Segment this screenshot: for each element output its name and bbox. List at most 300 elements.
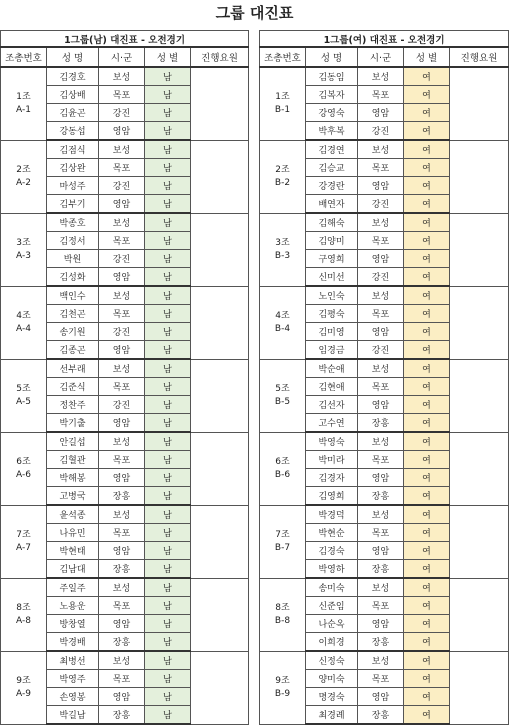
staff-cell <box>450 67 509 140</box>
player-gender: 여 <box>404 706 450 725</box>
player-city: 보성 <box>99 505 145 524</box>
player-gender: 여 <box>404 268 450 287</box>
group-label-cell <box>1 578 47 651</box>
group-code: B-5 <box>274 396 291 407</box>
player-name: 나유민 <box>47 524 99 542</box>
group-number: 7조 <box>275 529 290 540</box>
table-row <box>1 67 249 86</box>
player-gender: 여 <box>404 213 450 232</box>
female-bracket-table <box>259 30 509 725</box>
staff-cell <box>450 359 509 432</box>
player-name: 송미숙 <box>306 578 358 597</box>
male-bracket-table <box>0 30 249 725</box>
player-gender: 여 <box>404 487 450 506</box>
name-header: 성 명 <box>47 47 99 67</box>
player-city: 목포 <box>99 670 145 688</box>
player-name: 김선자 <box>306 396 358 414</box>
player-name: 신준임 <box>306 597 358 615</box>
player-gender: 남 <box>145 250 191 268</box>
player-name: 김경숙 <box>306 542 358 560</box>
player-city: 영암 <box>358 104 404 122</box>
player-city: 보성 <box>99 213 145 232</box>
player-city: 보성 <box>99 286 145 305</box>
group-code: A-2 <box>16 177 31 188</box>
player-gender: 여 <box>404 305 450 323</box>
player-name: 김종곤 <box>47 341 99 360</box>
player-city: 보성 <box>99 359 145 378</box>
player-city: 목포 <box>99 524 145 542</box>
player-gender: 여 <box>404 451 450 469</box>
player-name: 백인수 <box>47 286 99 305</box>
player-gender: 남 <box>145 122 191 141</box>
player-gender: 남 <box>145 177 191 195</box>
player-name: 강동섭 <box>47 122 99 141</box>
player-city: 보성 <box>99 140 145 159</box>
player-city: 목포 <box>358 305 404 323</box>
player-gender: 남 <box>145 706 191 725</box>
player-name: 김해숙 <box>306 213 358 232</box>
player-city: 목포 <box>358 378 404 396</box>
group-label-cell <box>1 213 47 286</box>
staff-cell <box>450 432 509 505</box>
table-row <box>260 505 509 524</box>
player-gender: 남 <box>145 615 191 633</box>
player-gender: 남 <box>145 396 191 414</box>
player-city: 목포 <box>99 451 145 469</box>
player-city: 강진 <box>358 122 404 141</box>
player-name: 신미선 <box>306 268 358 287</box>
group-number: 1조 <box>16 91 31 102</box>
staff-cell <box>450 505 509 578</box>
group-label-cell <box>1 140 47 213</box>
player-name: 김부기 <box>47 195 99 214</box>
player-name: 박현순 <box>306 524 358 542</box>
player-gender: 여 <box>404 414 450 433</box>
player-city: 영암 <box>99 122 145 141</box>
player-name: 김상배 <box>47 86 99 104</box>
player-gender: 여 <box>404 323 450 341</box>
table-row <box>1 505 249 524</box>
player-gender: 남 <box>145 378 191 396</box>
player-city: 강진 <box>99 250 145 268</box>
player-gender: 여 <box>404 159 450 177</box>
player-name: 양미숙 <box>306 670 358 688</box>
player-city: 목포 <box>99 597 145 615</box>
player-gender: 남 <box>145 359 191 378</box>
group-label-cell <box>1 651 47 724</box>
table-row <box>260 432 509 451</box>
player-name: 김평숙 <box>306 305 358 323</box>
player-city: 목포 <box>99 159 145 177</box>
player-city: 강진 <box>358 268 404 287</box>
player-gender: 여 <box>404 670 450 688</box>
player-name: 김현애 <box>306 378 358 396</box>
player-name: 박순애 <box>306 359 358 378</box>
player-city: 영암 <box>99 469 145 487</box>
player-gender: 남 <box>145 432 191 451</box>
player-gender: 여 <box>404 67 450 86</box>
player-name: 김점식 <box>47 140 99 159</box>
player-name: 나순옥 <box>306 615 358 633</box>
table-row <box>1 359 249 378</box>
player-name: 김경자 <box>306 469 358 487</box>
player-gender: 남 <box>145 670 191 688</box>
player-name: 박기출 <box>47 414 99 433</box>
staff-cell <box>450 286 509 359</box>
player-gender: 여 <box>404 104 450 122</box>
table-row <box>260 359 509 378</box>
player-name: 신정숙 <box>306 651 358 670</box>
player-gender: 남 <box>145 487 191 506</box>
player-city: 보성 <box>99 432 145 451</box>
player-gender: 여 <box>404 578 450 597</box>
group-number: 9조 <box>275 675 290 686</box>
group-code: A-3 <box>16 250 31 261</box>
group-label-cell <box>260 359 306 432</box>
player-city: 목포 <box>358 597 404 615</box>
player-city: 보성 <box>358 140 404 159</box>
player-name: 김경호 <box>47 67 99 86</box>
staff-cell <box>191 140 249 213</box>
group-label-cell <box>1 359 47 432</box>
player-name: 최병선 <box>47 651 99 670</box>
player-gender: 여 <box>404 560 450 579</box>
player-city: 목포 <box>99 232 145 250</box>
group-label-cell <box>260 67 306 140</box>
player-city: 장흥 <box>358 487 404 506</box>
player-city: 영암 <box>358 177 404 195</box>
player-name: 송기원 <box>47 323 99 341</box>
group-number: 5조 <box>16 383 31 394</box>
group-code: A-5 <box>16 396 31 407</box>
player-name: 박경덕 <box>306 505 358 524</box>
group-code: A-4 <box>16 323 31 334</box>
group-code: B-2 <box>274 177 291 188</box>
player-city: 장흥 <box>99 633 145 652</box>
staff-header: 진행요원 <box>450 47 509 67</box>
player-city: 보성 <box>99 651 145 670</box>
player-gender: 여 <box>404 688 450 706</box>
player-gender: 여 <box>404 86 450 104</box>
staff-cell <box>450 213 509 286</box>
group-label-cell <box>260 213 306 286</box>
group-number: 4조 <box>16 310 31 321</box>
group-code: A-6 <box>16 469 31 480</box>
group-number-header: 조총번호 <box>260 47 306 67</box>
player-gender: 여 <box>404 232 450 250</box>
player-name: 박후복 <box>306 122 358 141</box>
player-name: 임경금 <box>306 341 358 360</box>
table-row <box>260 651 509 670</box>
name-header: 성 명 <box>306 47 358 67</box>
player-name: 윤석종 <box>47 505 99 524</box>
player-name: 김윤곤 <box>47 104 99 122</box>
gender-header: 성 별 <box>404 47 450 67</box>
player-gender: 여 <box>404 469 450 487</box>
player-name: 김동임 <box>306 67 358 86</box>
city-header: 시·군 <box>99 47 145 67</box>
group-number: 2조 <box>275 164 290 175</box>
player-city: 보성 <box>358 651 404 670</box>
player-name: 강영숙 <box>306 104 358 122</box>
player-name: 박경배 <box>47 633 99 652</box>
player-gender: 남 <box>145 469 191 487</box>
player-city: 장흥 <box>358 560 404 579</box>
player-gender: 남 <box>145 67 191 86</box>
player-gender: 여 <box>404 615 450 633</box>
player-city: 강진 <box>99 396 145 414</box>
player-name: 마성주 <box>47 177 99 195</box>
player-city: 목포 <box>99 378 145 396</box>
group-number: 7조 <box>16 529 31 540</box>
group-code: B-4 <box>274 323 291 334</box>
city-header: 시·군 <box>358 47 404 67</box>
player-city: 보성 <box>358 286 404 305</box>
player-name: 박종호 <box>47 213 99 232</box>
staff-cell <box>450 578 509 651</box>
player-city: 장흥 <box>99 560 145 579</box>
player-gender: 여 <box>404 140 450 159</box>
table-caption: 1그룹(남) 대진표 - 오전경기 <box>1 31 249 48</box>
player-gender: 남 <box>145 323 191 341</box>
player-name: 박현태 <box>47 542 99 560</box>
player-city: 장흥 <box>99 706 145 725</box>
player-name: 김성화 <box>47 268 99 287</box>
player-name: 최경례 <box>306 706 358 725</box>
player-city: 영암 <box>358 469 404 487</box>
player-city: 영암 <box>99 414 145 433</box>
player-name: 고병국 <box>47 487 99 506</box>
group-number: 9조 <box>16 675 31 686</box>
player-name: 이희경 <box>306 633 358 652</box>
staff-cell <box>450 651 509 724</box>
group-label-cell <box>260 578 306 651</box>
group-code: A-1 <box>16 104 31 115</box>
player-city: 영암 <box>358 250 404 268</box>
player-gender: 남 <box>145 195 191 214</box>
player-name: 박영주 <box>47 670 99 688</box>
player-name: 구영희 <box>306 250 358 268</box>
player-gender: 남 <box>145 688 191 706</box>
player-city: 영암 <box>99 268 145 287</box>
player-city: 장흥 <box>99 487 145 506</box>
table-row <box>1 213 249 232</box>
group-number: 1조 <box>275 91 290 102</box>
player-name: 김남대 <box>47 560 99 579</box>
player-city: 강진 <box>99 104 145 122</box>
staff-cell <box>191 67 249 140</box>
player-city: 보성 <box>358 505 404 524</box>
group-label-cell <box>1 67 47 140</box>
player-name: 박영하 <box>306 560 358 579</box>
player-city: 목포 <box>358 524 404 542</box>
player-gender: 여 <box>404 122 450 141</box>
table-row <box>260 213 509 232</box>
group-code: B-3 <box>274 250 291 261</box>
player-city: 영암 <box>358 542 404 560</box>
player-name: 김영희 <box>306 487 358 506</box>
group-code: A-7 <box>16 542 31 553</box>
player-gender: 여 <box>404 524 450 542</box>
player-name: 김상완 <box>47 159 99 177</box>
player-city: 장흥 <box>358 706 404 725</box>
group-label-cell <box>1 432 47 505</box>
table-row <box>1 432 249 451</box>
staff-cell <box>191 505 249 578</box>
player-city: 목포 <box>99 86 145 104</box>
staff-cell <box>191 213 249 286</box>
table-row <box>260 67 509 86</box>
player-name: 박길남 <box>47 706 99 725</box>
player-city: 영암 <box>358 688 404 706</box>
player-city: 강진 <box>358 195 404 214</box>
player-name: 김혈관 <box>47 451 99 469</box>
table-row <box>260 578 509 597</box>
player-gender: 남 <box>145 633 191 652</box>
player-city: 영암 <box>358 323 404 341</box>
player-name: 안길섭 <box>47 432 99 451</box>
player-city: 목포 <box>99 305 145 323</box>
group-label-cell <box>260 140 306 213</box>
player-gender: 남 <box>145 597 191 615</box>
player-gender: 여 <box>404 195 450 214</box>
group-label-cell <box>260 286 306 359</box>
group-label-cell <box>1 286 47 359</box>
player-gender: 남 <box>145 651 191 670</box>
player-gender: 남 <box>145 104 191 122</box>
player-name: 배연자 <box>306 195 358 214</box>
page-title: 그룹 대진표 <box>215 4 294 22</box>
group-number: 8조 <box>16 602 31 613</box>
player-city: 목포 <box>358 232 404 250</box>
player-gender: 여 <box>404 651 450 670</box>
player-city: 보성 <box>99 67 145 86</box>
group-number: 3조 <box>16 237 31 248</box>
player-city: 보성 <box>358 359 404 378</box>
staff-cell <box>191 359 249 432</box>
group-number: 6조 <box>275 456 290 467</box>
staff-cell <box>450 140 509 213</box>
staff-cell <box>191 432 249 505</box>
group-number: 3조 <box>275 237 290 248</box>
player-city: 강진 <box>99 323 145 341</box>
group-label-cell <box>260 432 306 505</box>
player-gender: 여 <box>404 432 450 451</box>
player-name: 명경숙 <box>306 688 358 706</box>
player-gender: 여 <box>404 378 450 396</box>
table-row <box>1 651 249 670</box>
player-city: 영암 <box>99 615 145 633</box>
group-number-header: 조총번호 <box>1 47 47 67</box>
player-name: 노인숙 <box>306 286 358 305</box>
gender-header: 성 별 <box>145 47 191 67</box>
player-gender: 남 <box>145 305 191 323</box>
player-city: 영암 <box>99 341 145 360</box>
player-name: 손영봉 <box>47 688 99 706</box>
player-gender: 여 <box>404 359 450 378</box>
staff-cell <box>191 651 249 724</box>
player-city: 영암 <box>358 615 404 633</box>
player-name: 방창열 <box>47 615 99 633</box>
player-name: 김미영 <box>306 323 358 341</box>
player-city: 영암 <box>99 195 145 214</box>
player-city: 목포 <box>358 159 404 177</box>
player-city: 보성 <box>358 67 404 86</box>
player-gender: 남 <box>145 268 191 287</box>
player-name: 정찬주 <box>47 396 99 414</box>
player-gender: 여 <box>404 542 450 560</box>
player-gender: 여 <box>404 396 450 414</box>
table-row <box>1 578 249 597</box>
player-gender: 여 <box>404 597 450 615</box>
player-gender: 여 <box>404 250 450 268</box>
player-name: 김천곤 <box>47 305 99 323</box>
player-name: 박원 <box>47 250 99 268</box>
player-city: 보성 <box>99 578 145 597</box>
player-gender: 남 <box>145 578 191 597</box>
player-gender: 여 <box>404 177 450 195</box>
player-city: 강진 <box>358 341 404 360</box>
table-caption: 1그룹(여) 대진표 - 오전경기 <box>260 31 509 48</box>
player-gender: 남 <box>145 86 191 104</box>
player-gender: 여 <box>404 286 450 305</box>
player-name: 김승교 <box>306 159 358 177</box>
table-row <box>260 286 509 305</box>
player-name: 강경란 <box>306 177 358 195</box>
table-row <box>1 286 249 305</box>
group-label-cell <box>1 505 47 578</box>
group-code: A-9 <box>16 688 31 699</box>
player-gender: 여 <box>404 633 450 652</box>
group-number: 5조 <box>275 383 290 394</box>
player-city: 영암 <box>358 396 404 414</box>
player-city: 장흥 <box>358 633 404 652</box>
player-gender: 남 <box>145 213 191 232</box>
staff-cell <box>191 286 249 359</box>
group-number: 2조 <box>16 164 31 175</box>
group-code: A-8 <box>16 615 31 626</box>
player-name: 김복자 <box>306 86 358 104</box>
player-name: 고수연 <box>306 414 358 433</box>
player-gender: 남 <box>145 451 191 469</box>
group-label-cell <box>260 505 306 578</box>
group-code: B-1 <box>274 104 291 115</box>
player-gender: 남 <box>145 286 191 305</box>
player-city: 장흥 <box>358 414 404 433</box>
player-name: 김준식 <box>47 378 99 396</box>
player-gender: 남 <box>145 560 191 579</box>
player-city: 강진 <box>99 177 145 195</box>
group-number: 8조 <box>275 602 290 613</box>
group-code: B-9 <box>274 688 291 699</box>
player-gender: 남 <box>145 341 191 360</box>
player-city: 보성 <box>358 213 404 232</box>
player-city: 목포 <box>358 451 404 469</box>
player-city: 보성 <box>358 432 404 451</box>
staff-cell <box>191 578 249 651</box>
player-name: 박해봉 <box>47 469 99 487</box>
player-gender: 남 <box>145 140 191 159</box>
group-number: 6조 <box>16 456 31 467</box>
group-label-cell <box>260 651 306 724</box>
group-code: B-8 <box>274 615 291 626</box>
group-code: B-6 <box>274 469 291 480</box>
staff-header: 진행요원 <box>191 47 249 67</box>
table-row <box>260 140 509 159</box>
player-name: 김정서 <box>47 232 99 250</box>
player-gender: 남 <box>145 414 191 433</box>
player-city: 목포 <box>358 86 404 104</box>
